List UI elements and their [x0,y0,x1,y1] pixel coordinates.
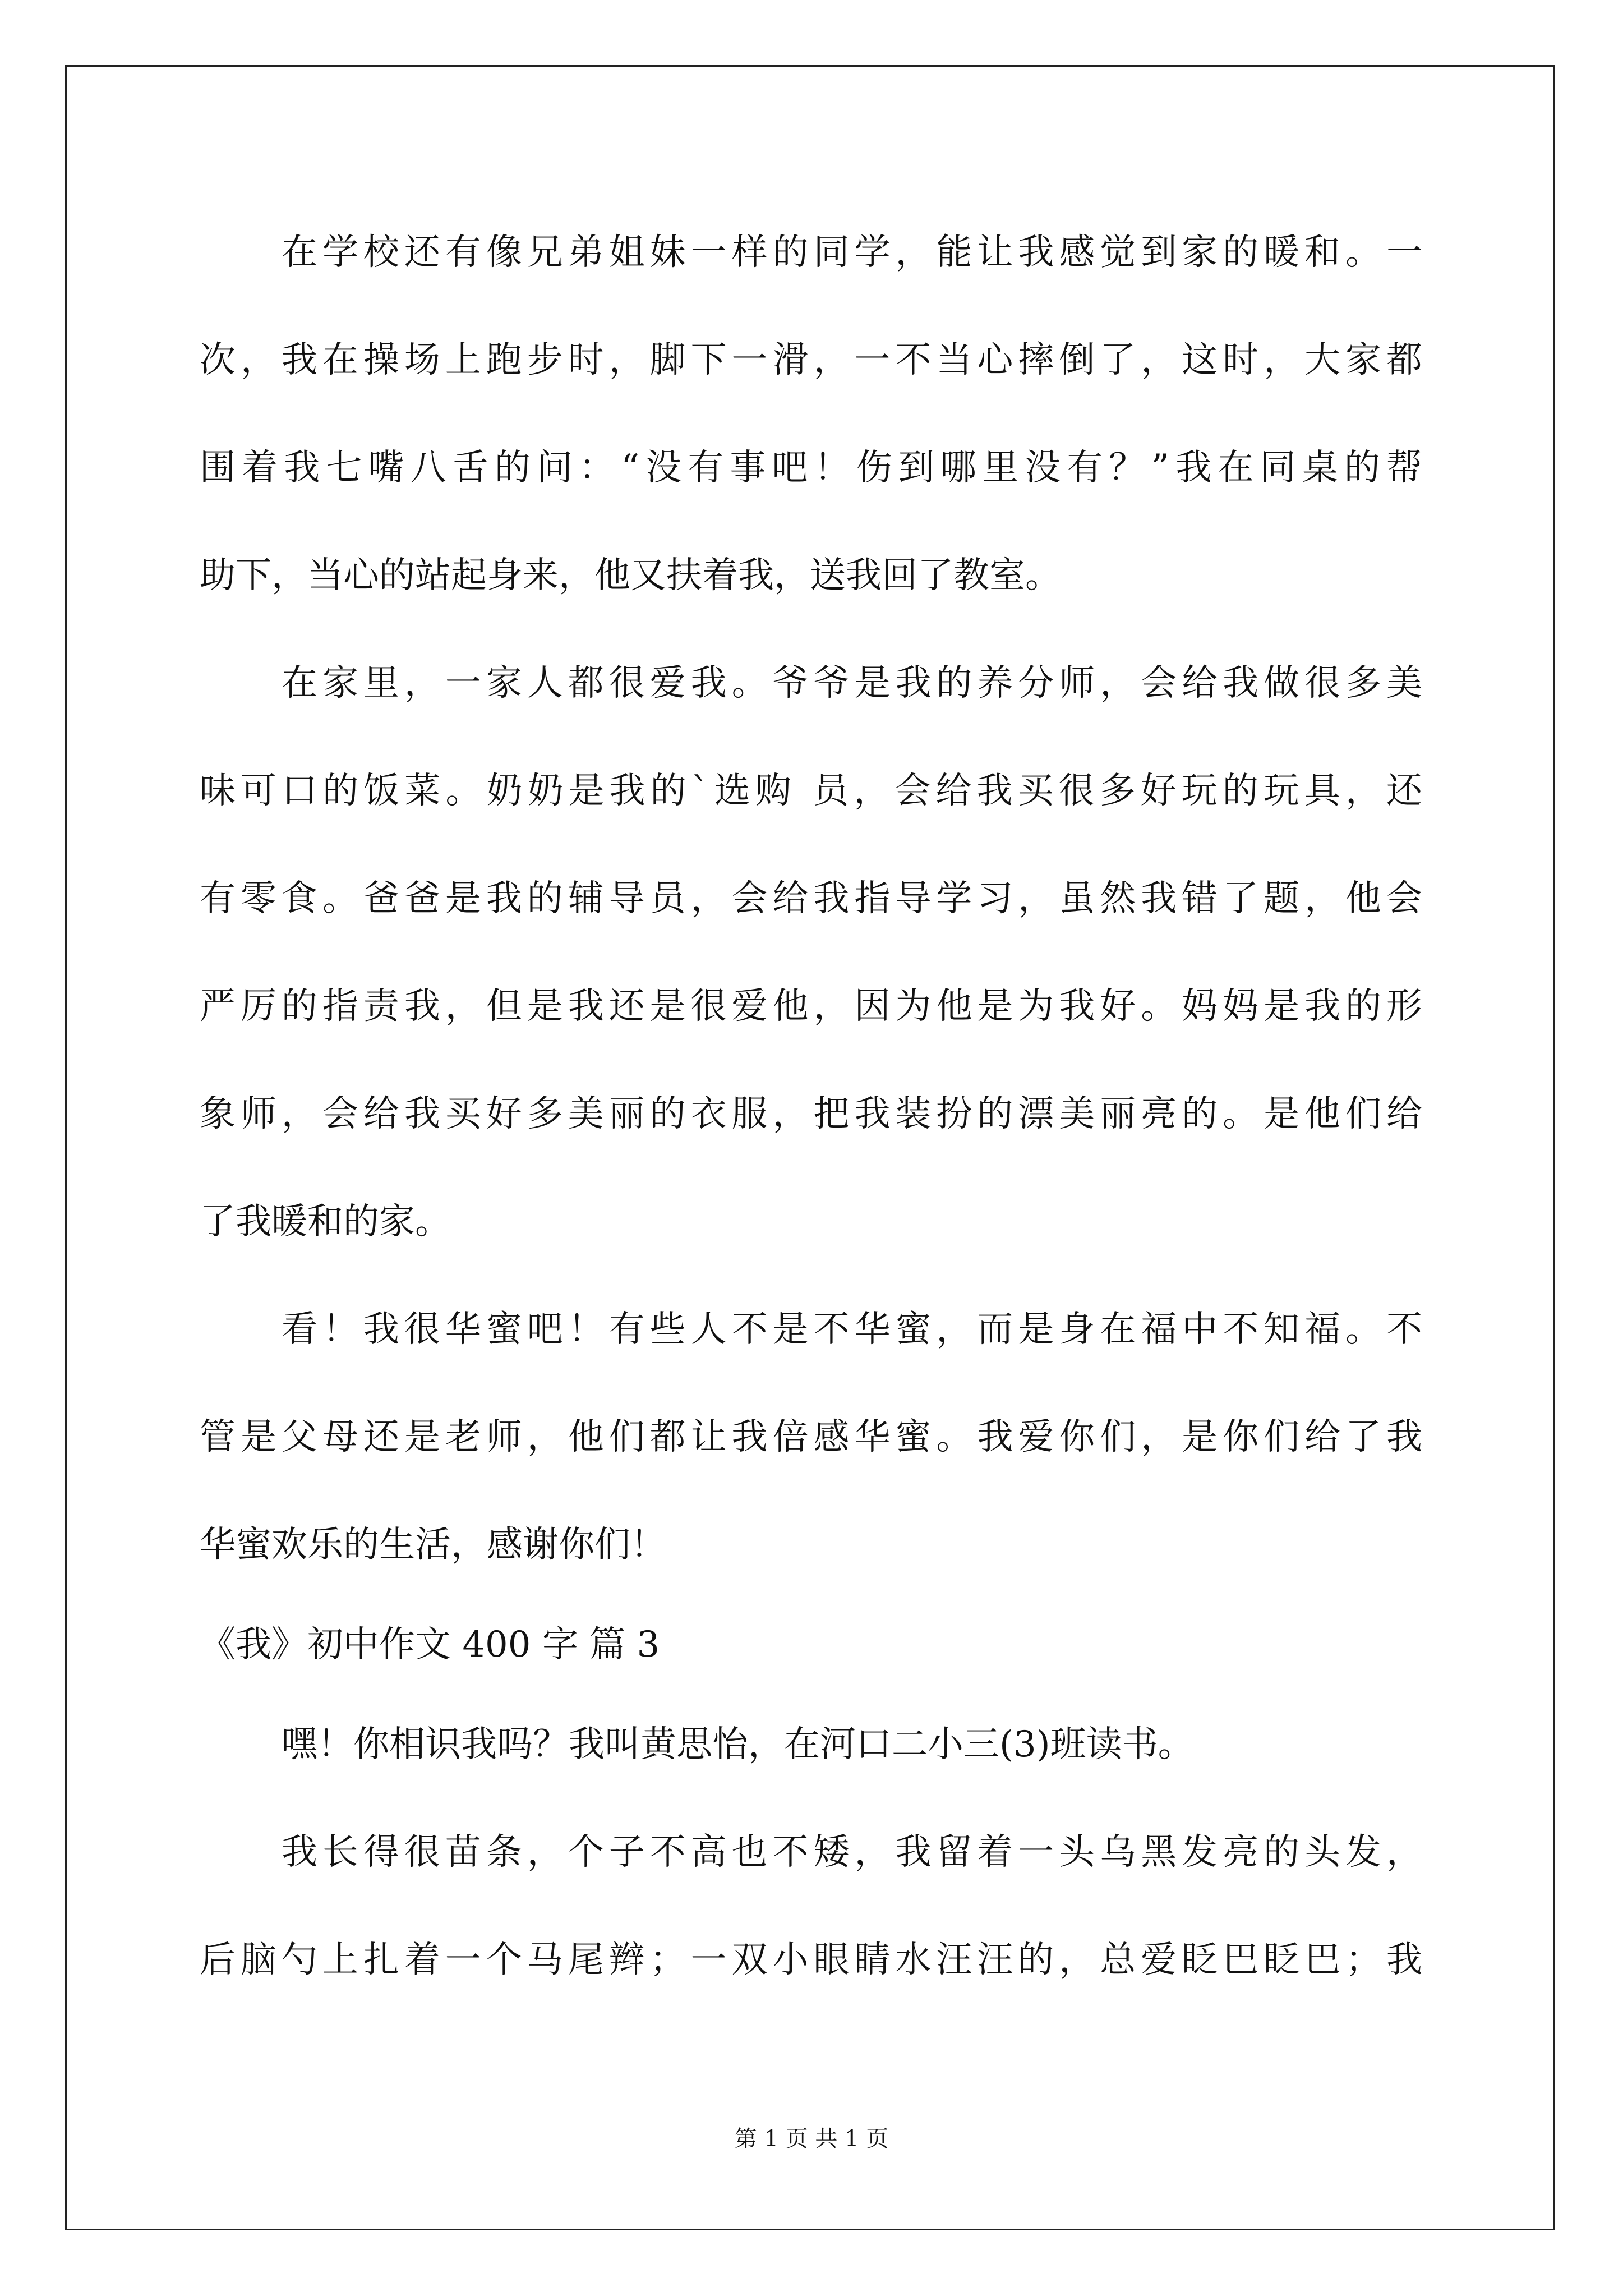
paragraph-line: 味可口的饭菜。奶奶是我的`选购 员，会给我买很多好玩的玩具，还 [200,770,1422,812]
section-heading: 《我》初中作文 400 字 篇 3 [200,1624,660,1665]
paragraph-line: 看！我很华蜜吧！有些人不是不华蜜，而是身在福中不知福。不 [282,1309,1422,1350]
paragraph-line: 象师，会给我买好多美丽的衣服，把我装扮的漂美丽亮的。是他们给 [200,1093,1422,1135]
paragraph-line: 助下，当心的站起身来，他又扶着我，送我回了教室。 [200,555,1061,596]
paragraph-line: 华蜜欢乐的生活，感谢你们！ [200,1524,666,1566]
page-border [65,65,1555,2230]
paragraph-line: 嘿！你相识我吗？我叫黄思怡，在河口二小三(3)班读书。 [282,1724,1194,1765]
paragraph-line: 在学校还有像兄弟姐妹一样的同学，能让我感觉到家的暖和。一 [282,232,1422,273]
paragraph-line: 围着我七嘴八舌的问：“没有事吧！伤到哪里没有？”我在同桌的帮 [200,447,1422,489]
paragraph-line: 了我暖和的家。 [200,1201,451,1243]
paragraph-line: 后脑勺上扎着一个马尾辫；一双小眼睛水汪汪的，总爱眨巴眨巴；我 [200,1939,1422,1981]
paragraph-line: 管是父母还是老师，他们都让我倍感华蜜。我爱你们，是你们给了我 [200,1416,1422,1458]
paragraph-line: 我长得很苗条，个子不高也不矮，我留着一头乌黑发亮的头发， [282,1832,1422,1873]
paragraph-line: 次，我在操场上跑步时，脚下一滑，一不当心摔倒了，这时，大家都 [200,339,1422,381]
page-number-footer: 第 1 页 共 1 页 [734,2126,889,2152]
paragraph-line: 有零食。爸爸是我的辅导员，会给我指导学习，虽然我错了题，他会 [200,878,1422,919]
paragraph-line: 严厉的指责我，但是我还是很爱他，因为他是为我好。妈妈是我的形 [200,986,1422,1027]
paragraph-line: 在家里，一家人都很爱我。爷爷是我的养分师，会给我做很多美 [282,662,1422,704]
